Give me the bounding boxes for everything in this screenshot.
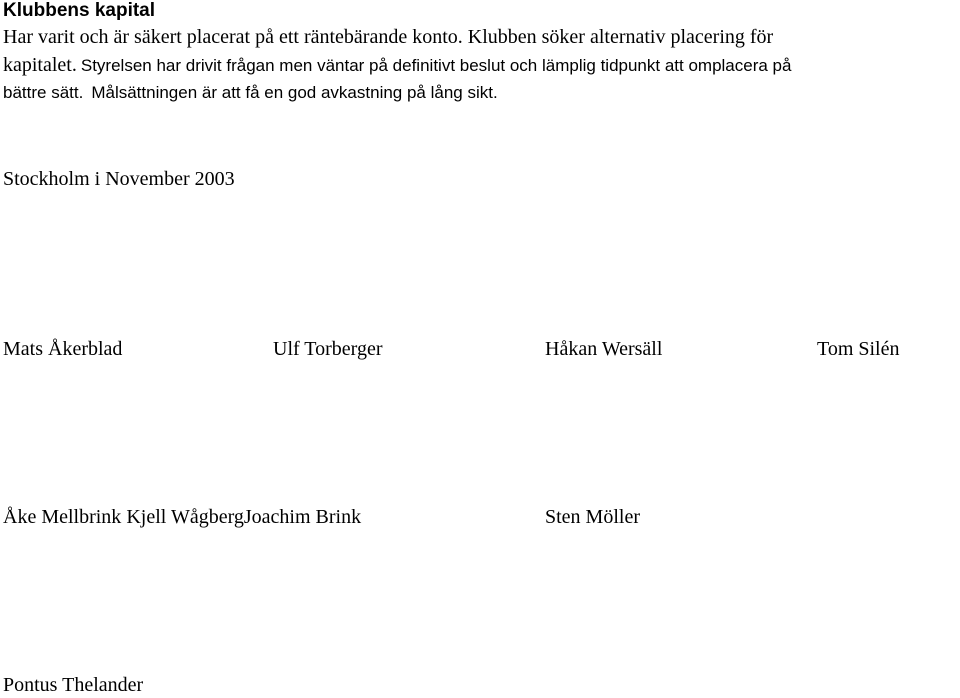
body-line-1 (3, 24, 773, 50)
body-text: bättre sätt. (3, 83, 84, 102)
signature-name: Pontus Thelander (3, 674, 144, 696)
body-line-3 (3, 80, 498, 107)
body-text: kapitalet. (3, 54, 77, 76)
body-text: Målsättningen är att få en god avkastning på lång sikt. (91, 83, 498, 102)
place-date: Stockholm i November 2003 (3, 168, 235, 190)
signature-group (3, 504, 361, 530)
signature-name: Mats Åkerblad (3, 338, 123, 360)
signature-name: Kjell Wågberg (126, 506, 244, 528)
signature-name: Joachim Brink (243, 506, 362, 528)
signature-name: Sten Möller (545, 506, 640, 528)
signature-name: Ulf Torberger (273, 338, 383, 360)
signature-name: Tom Silén (817, 338, 900, 360)
signature-name: Håkan Wersäll (545, 338, 663, 360)
signature-name: Åke Mellbrink (3, 506, 122, 528)
body-line-2 (3, 52, 791, 80)
section-heading: Klubbens kapital (3, 0, 156, 21)
body-text: Har varit och är säkert placerat på ett räntebärande konto. Klubben söker alternativ placering för (3, 26, 774, 48)
body-text: Styrelsen har drivit frågan men väntar på definitivt beslut och lämplig tidpunkt att omplacera på (80, 56, 792, 75)
